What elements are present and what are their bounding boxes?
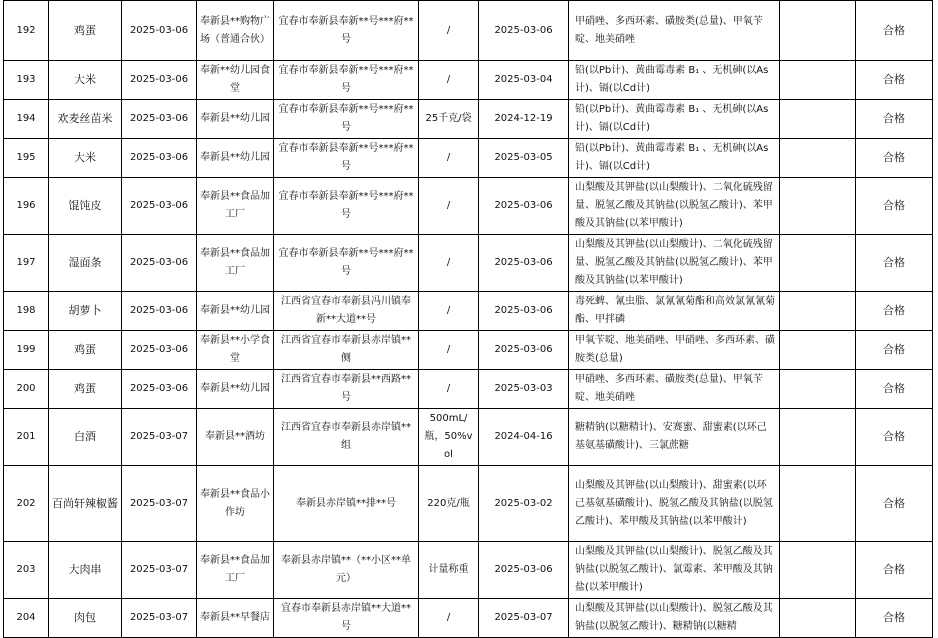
test-items-cell: 铅(以Pb计)、黄曲霉毒素 B₁ 、无机砷(以As计)、镉(以Cd计): [569, 100, 780, 139]
sample-name-cell: 白酒: [49, 409, 122, 466]
sample-name-cell: 百尚轩辣椒酱: [49, 466, 122, 542]
row-number-cell: 193: [4, 61, 49, 100]
table-row: [4, 139, 933, 178]
result-cell: 合格: [856, 292, 933, 331]
specification-cell: 500mL/瓶，50%vol: [419, 409, 479, 466]
table-row: [4, 1, 933, 61]
table-row: [4, 466, 933, 542]
row-number-cell: 197: [4, 235, 49, 292]
row-number-cell: 194: [4, 100, 49, 139]
test-items-cell: 山梨酸及其钾盐(以山梨酸计)、脱氢乙酸及其钠盐(以脱氢乙酸计)、氯霉素、苯甲酸及其钠盐(以苯甲酸计): [569, 542, 780, 599]
specification-cell: /: [419, 1, 479, 61]
inspection-results-table: [3, 0, 933, 638]
test-items-cell: 山梨酸及其钾盐(以山梨酸计)、二氧化硫残留量、脱氢乙酸及其钠盐(以脱氢乙酸计)、苯甲酸及其钠盐(以苯甲酸计): [569, 235, 780, 292]
test-items-cell: 铅(以Pb计)、黄曲霉毒素 B₁ 、无机砷(以As计)、镉(以Cd计): [569, 61, 780, 100]
address-cell: 江西省宜春市奉新县**西路**号: [274, 370, 419, 409]
result-cell: 合格: [856, 61, 933, 100]
address-cell: 宜春市奉新县奉新**号***府**号: [274, 178, 419, 235]
table-row: [4, 235, 933, 292]
sample-name-cell: 大肉串: [49, 542, 122, 599]
table-row: [4, 599, 933, 638]
result-cell: 合格: [856, 331, 933, 370]
sample-name-cell: 鸡蛋: [49, 1, 122, 61]
sample-name-cell: 鸡蛋: [49, 370, 122, 409]
result-cell: 合格: [856, 542, 933, 599]
enterprise-cell: 奉新县**食品加工厂: [197, 235, 274, 292]
enterprise-cell: 奉新县**早餐店: [197, 599, 274, 638]
sampling-date-cell: 2025-03-06: [122, 1, 197, 61]
specification-cell: /: [419, 331, 479, 370]
address-cell: 宜春市奉新县奉新**号***府**号: [274, 1, 419, 61]
enterprise-cell: 奉新县**酒坊: [197, 409, 274, 466]
sample-name-cell: 大米: [49, 61, 122, 100]
table-body: [4, 1, 933, 638]
result-cell: 合格: [856, 139, 933, 178]
sample-name-cell: 湿面条: [49, 235, 122, 292]
sample-name-cell: 大米: [49, 139, 122, 178]
table-row: [4, 331, 933, 370]
blank-cell: [780, 599, 856, 638]
specification-cell: 25千克/袋: [419, 100, 479, 139]
test-items-cell: 山梨酸及其钾盐(以山梨酸计)、二氧化硫残留量、脱氢乙酸及其钠盐(以脱氢乙酸计)、苯甲酸及其钠盐(以苯甲酸计): [569, 178, 780, 235]
specification-cell: /: [419, 178, 479, 235]
test-items-cell: 铅(以Pb计)、黄曲霉毒素 B₁ 、无机砷(以As计)、镉(以Cd计): [569, 139, 780, 178]
production-date-cell: 2025-03-03: [479, 370, 569, 409]
production-date-cell: 2025-03-07: [479, 599, 569, 638]
production-date-cell: 2025-03-04: [479, 61, 569, 100]
result-cell: 合格: [856, 409, 933, 466]
sampling-date-cell: 2025-03-06: [122, 100, 197, 139]
production-date-cell: 2025-03-05: [479, 139, 569, 178]
enterprise-cell: 奉新县**幼儿园: [197, 370, 274, 409]
specification-cell: /: [419, 61, 479, 100]
address-cell: 江西省宜春市奉新县冯川镇奉新**大道**号: [274, 292, 419, 331]
table-row: [4, 542, 933, 599]
blank-cell: [780, 235, 856, 292]
address-cell: 江西省宜春市奉新县赤岸镇**组: [274, 409, 419, 466]
blank-cell: [780, 139, 856, 178]
specification-cell: /: [419, 599, 479, 638]
table-row: [4, 409, 933, 466]
row-number-cell: 199: [4, 331, 49, 370]
table-row: [4, 100, 933, 139]
sample-name-cell: 鸡蛋: [49, 331, 122, 370]
production-date-cell: 2025-03-06: [479, 331, 569, 370]
specification-cell: 220克/瓶: [419, 466, 479, 542]
test-items-cell: 山梨酸及其钾盐(以山梨酸计)、脱氢乙酸及其钠盐(以脱氢乙酸计)、糖精钠(以糖精: [569, 599, 780, 638]
row-number-cell: 196: [4, 178, 49, 235]
sample-name-cell: 胡萝卜: [49, 292, 122, 331]
address-cell: 宜春市奉新县奉新**号***府**号: [274, 61, 419, 100]
sampling-date-cell: 2025-03-06: [122, 139, 197, 178]
enterprise-cell: 奉新县**食品小作坊: [197, 466, 274, 542]
sampling-date-cell: 2025-03-06: [122, 331, 197, 370]
enterprise-cell: 奉新**幼儿园食堂: [197, 61, 274, 100]
blank-cell: [780, 100, 856, 139]
enterprise-cell: 奉新县**食品加工厂: [197, 542, 274, 599]
blank-cell: [780, 542, 856, 599]
sampling-date-cell: 2025-03-07: [122, 599, 197, 638]
blank-cell: [780, 178, 856, 235]
row-number-cell: 202: [4, 466, 49, 542]
specification-cell: 计量称重: [419, 542, 479, 599]
sample-name-cell: 肉包: [49, 599, 122, 638]
production-date-cell: 2024-12-19: [479, 100, 569, 139]
blank-cell: [780, 466, 856, 542]
test-items-cell: 甲氧苄啶、地美硝唑、甲硝唑、多西环素、磺胺类(总量): [569, 331, 780, 370]
enterprise-cell: 奉新县**幼儿园: [197, 100, 274, 139]
result-cell: 合格: [856, 1, 933, 61]
address-cell: 江西省宜春市奉新县赤岸镇**侧: [274, 331, 419, 370]
table-row: [4, 292, 933, 331]
result-cell: 合格: [856, 599, 933, 638]
test-items-cell: 毒死蜱、氰虫脂、氯氰氰菊酯和高效氯氰氰菊酯、甲拌磷: [569, 292, 780, 331]
production-date-cell: 2025-03-06: [479, 235, 569, 292]
address-cell: 奉新县赤岸镇**（**小区**单元）: [274, 542, 419, 599]
sampling-date-cell: 2025-03-07: [122, 466, 197, 542]
production-date-cell: 2024-04-16: [479, 409, 569, 466]
sampling-date-cell: 2025-03-06: [122, 61, 197, 100]
production-date-cell: 2025-03-02: [479, 466, 569, 542]
blank-cell: [780, 331, 856, 370]
row-number-cell: 195: [4, 139, 49, 178]
address-cell: 奉新县赤岸镇**排**号: [274, 466, 419, 542]
test-items-cell: 甲硝唑、多西环素、磺胺类(总量)、甲氧苄啶、地美硝唑: [569, 1, 780, 61]
address-cell: 宜春市奉新县奉新**号***府**号: [274, 100, 419, 139]
production-date-cell: 2025-03-06: [479, 178, 569, 235]
blank-cell: [780, 292, 856, 331]
blank-cell: [780, 1, 856, 61]
table-row: [4, 178, 933, 235]
sampling-date-cell: 2025-03-06: [122, 370, 197, 409]
enterprise-cell: 奉新县**购物广场（普通合伙）: [197, 1, 274, 61]
enterprise-cell: 奉新县**幼儿园: [197, 139, 274, 178]
test-items-cell: 甲硝唑、多西环素、磺胺类(总量)、甲氧苄啶、地美硝唑: [569, 370, 780, 409]
result-cell: 合格: [856, 370, 933, 409]
sample-name-cell: 馄饨皮: [49, 178, 122, 235]
sample-name-cell: 欢麦丝苗米: [49, 100, 122, 139]
sampling-date-cell: 2025-03-06: [122, 178, 197, 235]
blank-cell: [780, 61, 856, 100]
test-items-cell: 糖精钠(以糖精计)、安赛蜜、甜蜜素(以环己基氨基磺酸计)、三氯蔗糖: [569, 409, 780, 466]
enterprise-cell: 奉新县**小学食堂: [197, 331, 274, 370]
specification-cell: /: [419, 370, 479, 409]
production-date-cell: 2025-03-06: [479, 542, 569, 599]
result-cell: 合格: [856, 235, 933, 292]
address-cell: 宜春市奉新县奉新**号***府**号: [274, 139, 419, 178]
result-cell: 合格: [856, 100, 933, 139]
result-cell: 合格: [856, 466, 933, 542]
specification-cell: /: [419, 235, 479, 292]
row-number-cell: 198: [4, 292, 49, 331]
row-number-cell: 192: [4, 1, 49, 61]
result-cell: 合格: [856, 178, 933, 235]
enterprise-cell: 奉新县**食品加工厂: [197, 178, 274, 235]
address-cell: 宜春市奉新县奉新**号***府**号: [274, 235, 419, 292]
address-cell: 宜春市奉新县赤岸镇**大道**号: [274, 599, 419, 638]
row-number-cell: 201: [4, 409, 49, 466]
specification-cell: /: [419, 292, 479, 331]
specification-cell: /: [419, 139, 479, 178]
test-items-cell: 山梨酸及其钾盐(以山梨酸计)、甜蜜素(以环己基氨基磺酸计)、脱氢乙酸及其钠盐(以脱氢乙酸计)、苯甲酸及其钠盐(以苯甲酸计): [569, 466, 780, 542]
blank-cell: [780, 370, 856, 409]
sampling-date-cell: 2025-03-06: [122, 235, 197, 292]
production-date-cell: 2025-03-06: [479, 1, 569, 61]
blank-cell: [780, 409, 856, 466]
row-number-cell: 203: [4, 542, 49, 599]
sampling-date-cell: 2025-03-06: [122, 292, 197, 331]
sampling-date-cell: 2025-03-07: [122, 542, 197, 599]
row-number-cell: 200: [4, 370, 49, 409]
sampling-date-cell: 2025-03-07: [122, 409, 197, 466]
production-date-cell: 2025-03-06: [479, 292, 569, 331]
table-row: [4, 61, 933, 100]
table-row: [4, 370, 933, 409]
enterprise-cell: 奉新县**幼儿园: [197, 292, 274, 331]
row-number-cell: 204: [4, 599, 49, 638]
